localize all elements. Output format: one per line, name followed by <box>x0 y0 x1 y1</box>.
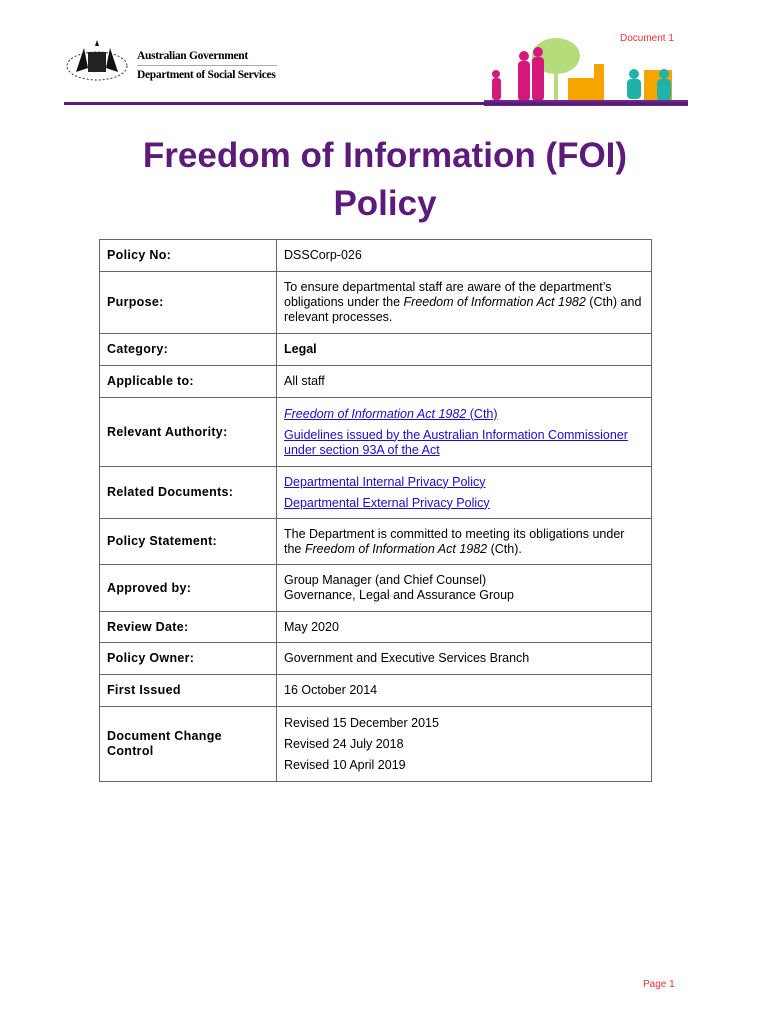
table-row: First Issued 16 October 2014 <box>100 675 652 707</box>
coat-of-arms-logo <box>64 38 130 86</box>
table-row: Category: Legal <box>100 334 652 366</box>
table-row: Purpose: To ensure departmental staff are aware of the department’s obligations under the Freedom of Information Act 1982 (Cth) and relevant processes. <box>100 272 652 334</box>
foi-act-link[interactable]: Freedom of Information Act 1982 (Cth) <box>284 406 498 421</box>
page-number: Page 1 <box>643 979 675 990</box>
internal-privacy-policy-link[interactable]: Departmental Internal Privacy Policy <box>284 474 486 489</box>
document-label: Document 1 <box>620 33 674 44</box>
guidelines-link[interactable]: Guidelines issued by the Australian Information Commissioner under section 93A of the Act <box>284 427 628 457</box>
table-row: Review Date: May 2020 <box>100 612 652 643</box>
table-row: Approved by: Group Manager (and Chief Counsel) Governance, Legal and Assurance Group <box>100 565 652 612</box>
table-row: Document Change Control Revised 15 December 2015 Revised 24 July 2018 Revised 10 April 2019 <box>100 707 652 782</box>
table-row: Policy Owner: Government and Executive Services Branch <box>100 643 652 675</box>
table-row: Applicable to: All staff <box>100 366 652 398</box>
family-banner-illustration <box>484 34 688 106</box>
external-privacy-policy-link[interactable]: Departmental External Privacy Policy <box>284 495 490 510</box>
policy-details-table <box>99 239 652 782</box>
table-row: Relevant Authority: Freedom of Information Act 1982 (Cth) Guidelines issued by the Australian Information Commissioner under section 93A of the Act <box>100 398 652 467</box>
table-row: Policy No: DSSCorp-026 <box>100 240 652 272</box>
government-wordmark: Australian Government Department of Social Services <box>137 50 276 81</box>
table-row: Policy Statement: The Department is committed to meeting its obligations under the Freedom of Information Act 1982 (Cth). <box>100 519 652 565</box>
header-divider <box>64 102 688 105</box>
table-row: Related Documents: Departmental Internal Privacy Policy Departmental External Privacy Policy <box>100 467 652 519</box>
page-title: Freedom of Information (FOI) Policy <box>142 136 628 223</box>
